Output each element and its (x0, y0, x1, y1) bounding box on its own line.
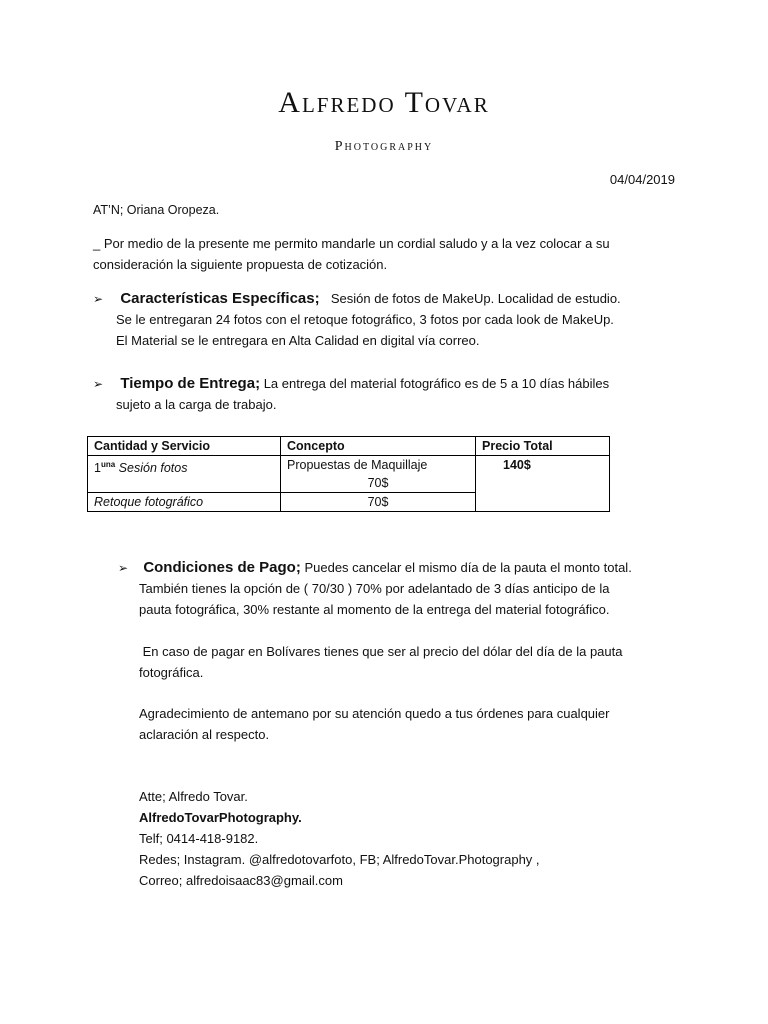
section-specifics-text-2: Se le entregaran 24 fotos con el retoque fotográfico, 3 fotos por cada look de MakeUp. (116, 312, 614, 327)
section-specifics (93, 288, 621, 351)
document-title: Alfredo Tovar (278, 86, 490, 119)
section-delivery-line-1 (93, 373, 609, 394)
section-specifics-text-3: El Material se le entregara en Alta Calidad en digital vía correo. (116, 333, 480, 348)
section-payment-line-1 (118, 557, 632, 578)
table-header-row (88, 437, 610, 456)
table-header: Concepto (281, 437, 476, 456)
section-payment-heading: Condiciones de Pago; (143, 559, 301, 576)
arrow-bullet-icon: ➢ (118, 561, 129, 575)
intro-paragraph: _ Por medio de la presente me permito mandarle un cordial saludo y a la vez colocar a su consideración la siguiente propuesta de cotización. (93, 236, 610, 272)
service-quantity-suffix: una (100, 460, 116, 469)
signature-email: Correo; alfredoisaac83@gmail.com (139, 873, 343, 888)
table-cell-service: Retoque fotográfico (88, 493, 281, 512)
thanks-line-1: Agradecimiento de antemano por su atención quedo a tus órdenes para cualquier (139, 706, 610, 721)
section-payment-text-2: También tienes la opción de ( 70/30 ) 70% por adelantado de 3 días anticipo de la (139, 581, 610, 596)
section-specifics-text-1: Sesión de fotos de MakeUp. Localidad de estudio. (330, 291, 621, 306)
arrow-bullet-icon: ➢ (93, 292, 104, 306)
table-cell-service (88, 456, 281, 493)
signature-phone: Telf; 0414-418-9182. (139, 831, 259, 846)
concept-name: Propuestas de Maquillaje (287, 458, 428, 472)
signature-social: Redes; Instagram. @alfredotovarfoto, FB; AlfredoTovar.Photography , (139, 852, 540, 867)
table-header: Cantidad y Servicio (88, 437, 281, 456)
price-table (87, 436, 610, 512)
section-specifics-heading: Características Específicas; (120, 290, 320, 307)
table-header: Precio Total (476, 437, 610, 456)
thanks-paragraph (139, 703, 609, 745)
document-date: 04/04/2019 (609, 172, 675, 187)
section-delivery (93, 373, 609, 415)
section-delivery-text-1: La entrega del material fotográfico es de 5 a 10 días hábiles (263, 376, 610, 391)
total-price: 140$ (503, 458, 531, 472)
concept-price: 70$ (367, 476, 389, 490)
section-delivery-text-2: sujeto a la carga de trabajo. (116, 397, 277, 412)
table-cell-concept (281, 456, 476, 493)
document-subtitle: Photography (334, 139, 434, 154)
concept-price: 70$ (281, 493, 476, 512)
bolivares-paragraph (139, 641, 622, 683)
bolivares-line-2: fotográfica. (139, 665, 204, 680)
section-specifics-line-1 (93, 288, 621, 309)
table-row (88, 456, 610, 493)
section-delivery-heading: Tiempo de Entrega; (120, 375, 261, 392)
signature-block (139, 786, 540, 891)
arrow-bullet-icon: ➢ (93, 377, 104, 391)
section-payment (118, 557, 632, 620)
signature-name: Atte; Alfredo Tovar. (139, 789, 248, 804)
attention-line: AT’N; Oriana Oropeza. (93, 203, 220, 217)
section-payment-text-3: pauta fotográfica, 30% restante al momento de la entrega del material fotográfico. (139, 602, 610, 617)
table-cell-total (476, 456, 610, 512)
bolivares-line-1: En caso de pagar en Bolívares tienes que ser al precio del dólar del día de la pauta (139, 644, 623, 659)
service-quantity: 1 (94, 461, 101, 476)
section-payment-text-1: Puedes cancelar el mismo día de la pauta el monto total. (304, 560, 632, 575)
signature-brand: AlfredoTovarPhotography. (139, 810, 302, 825)
service-name: Sesión fotos (118, 461, 188, 476)
thanks-line-2: aclaración al respecto. (139, 727, 270, 742)
